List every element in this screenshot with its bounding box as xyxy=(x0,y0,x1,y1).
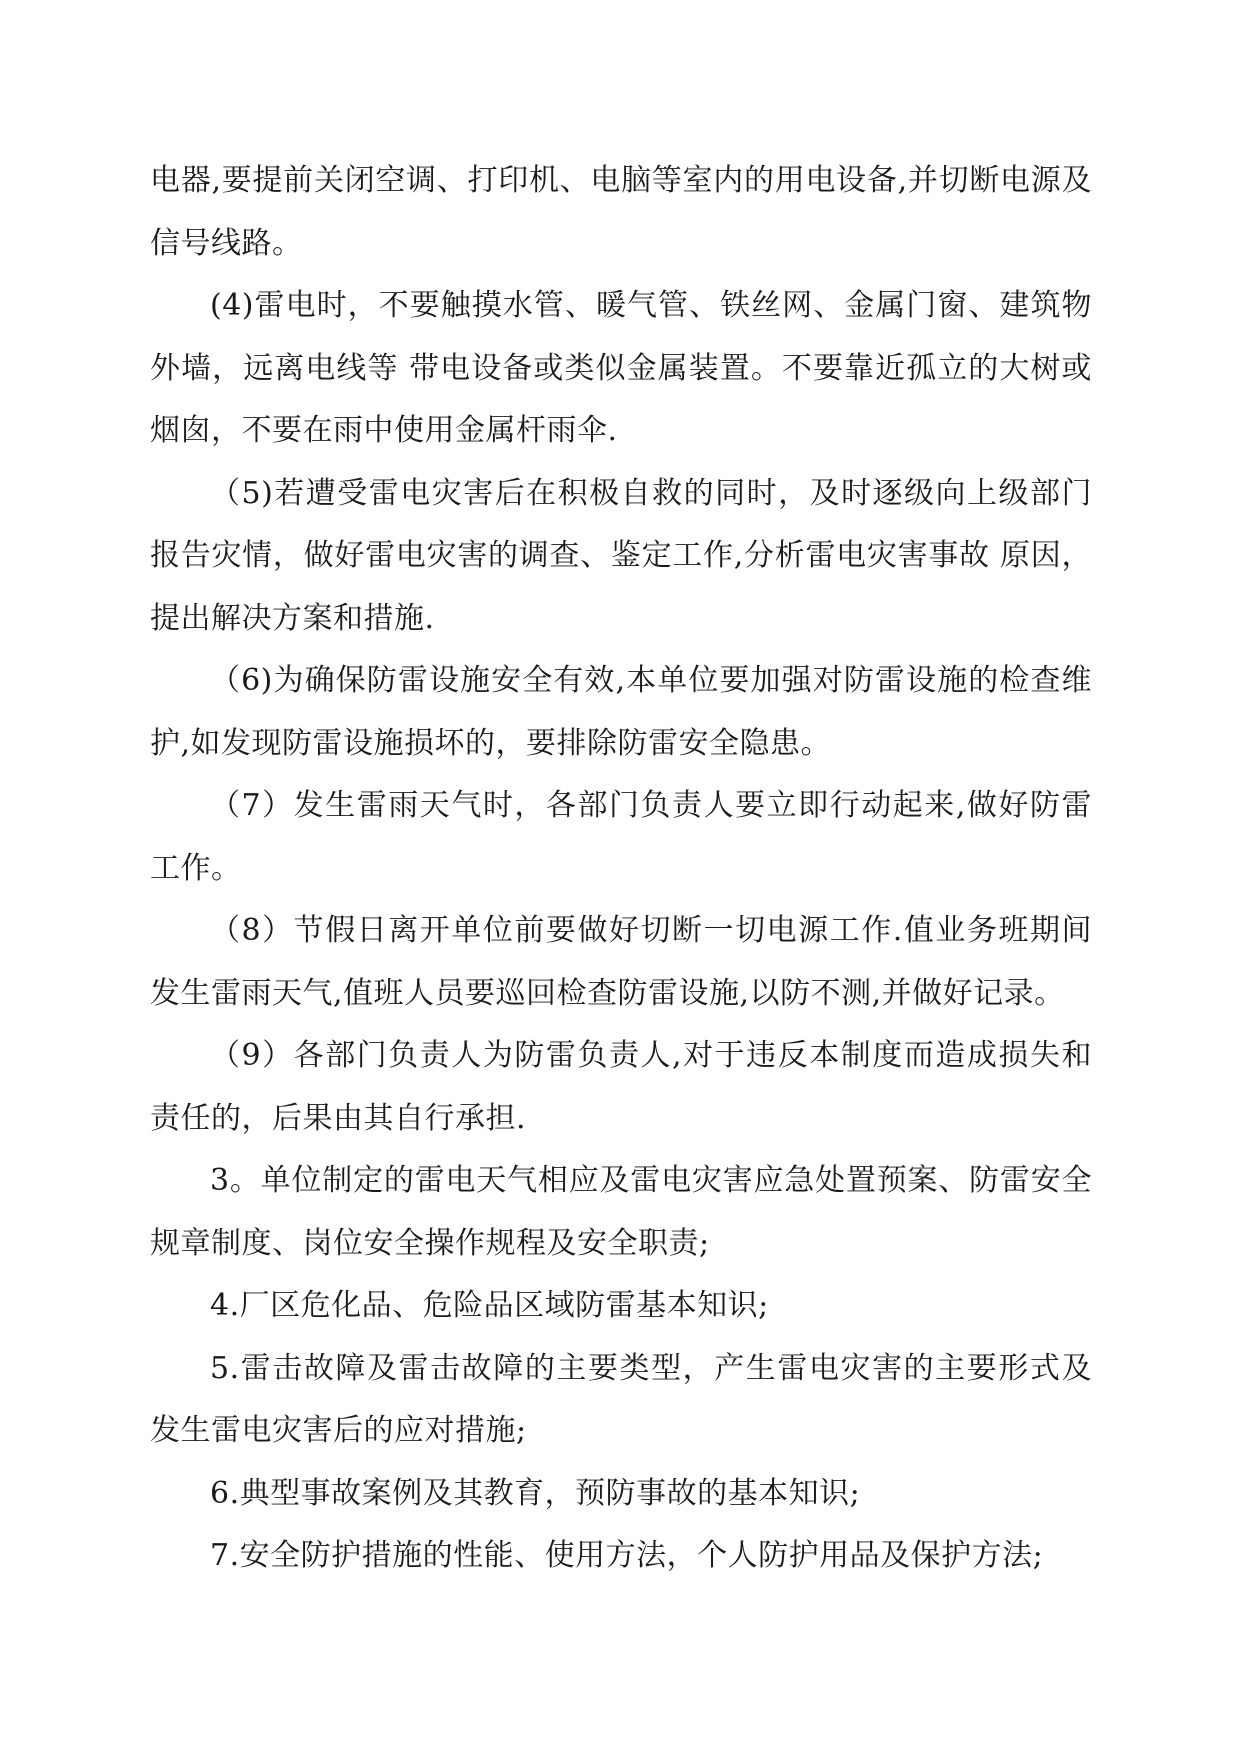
paragraph-section-6: 6.典型事故案例及其教育，预防事故的基本知识; xyxy=(210,1475,861,1511)
paragraph-continuation: 电器,要提前关闭空调、打印机、电脑等室内的用电设备,并切断电源及信号线路。 xyxy=(150,163,1092,261)
paragraph-item-5: （5)若遭受雷电灾害后在积极自救的同时，及时逐级向上级部门报告灾情，做好雷电灾害的调查、鉴定工作,分析雷电灾害事故 原因，提出解决方案和措施. xyxy=(150,475,1092,636)
paragraph-section-3: 3。单位制定的雷电天气相应及雷电灾害应急处置预案、防雷安全规章制度、岗位安全操作规程及安全职责; xyxy=(150,1163,1092,1261)
paragraph-section-4: 4.厂区危化品、危险品区域防雷基本知识; xyxy=(210,1288,769,1323)
paragraph-item-8: （8）节假日离开单位前要做好切断一切电源工作.值业务班期间发生雷雨天气,值班人员要巡回检查防雷设施,以防不测,并做好记录。 xyxy=(150,913,1092,1011)
document-body xyxy=(150,150,1092,1588)
paragraph-section-5: 5.雷击故障及雷击故障的主要类型，产生雷电灾害的主要形式及发生雷电灾害后的应对措施; xyxy=(150,1350,1092,1448)
paragraph-item-6: （6)为确保防雷设施安全有效,本单位要加强对防雷设施的检查维护,如发现防雷设施损坏的，要排除防雷安全隐患。 xyxy=(150,663,1092,761)
paragraph-item-7: （7）发生雷雨天气时，各部门负责人要立即行动起来,做好防雷工作。 xyxy=(150,788,1092,886)
paragraph-item-4: (4)雷电时，不要触摸水管、暖气管、铁丝网、金属门窗、建筑物外墙，远离电线等 带电设备或类似金属装置。不要靠近孤立的大树或烟囱，不要在雨中使用金属杆雨伞. xyxy=(150,288,1092,448)
paragraph-section-7: 7.安全防护措施的性能、使用方法，个人防护用品及保护方法; xyxy=(210,1538,1044,1573)
paragraph-item-9: （9）各部门负责人为防雷负责人,对于违反本制度而造成损失和责任的，后果由其自行承担. xyxy=(150,1038,1092,1136)
